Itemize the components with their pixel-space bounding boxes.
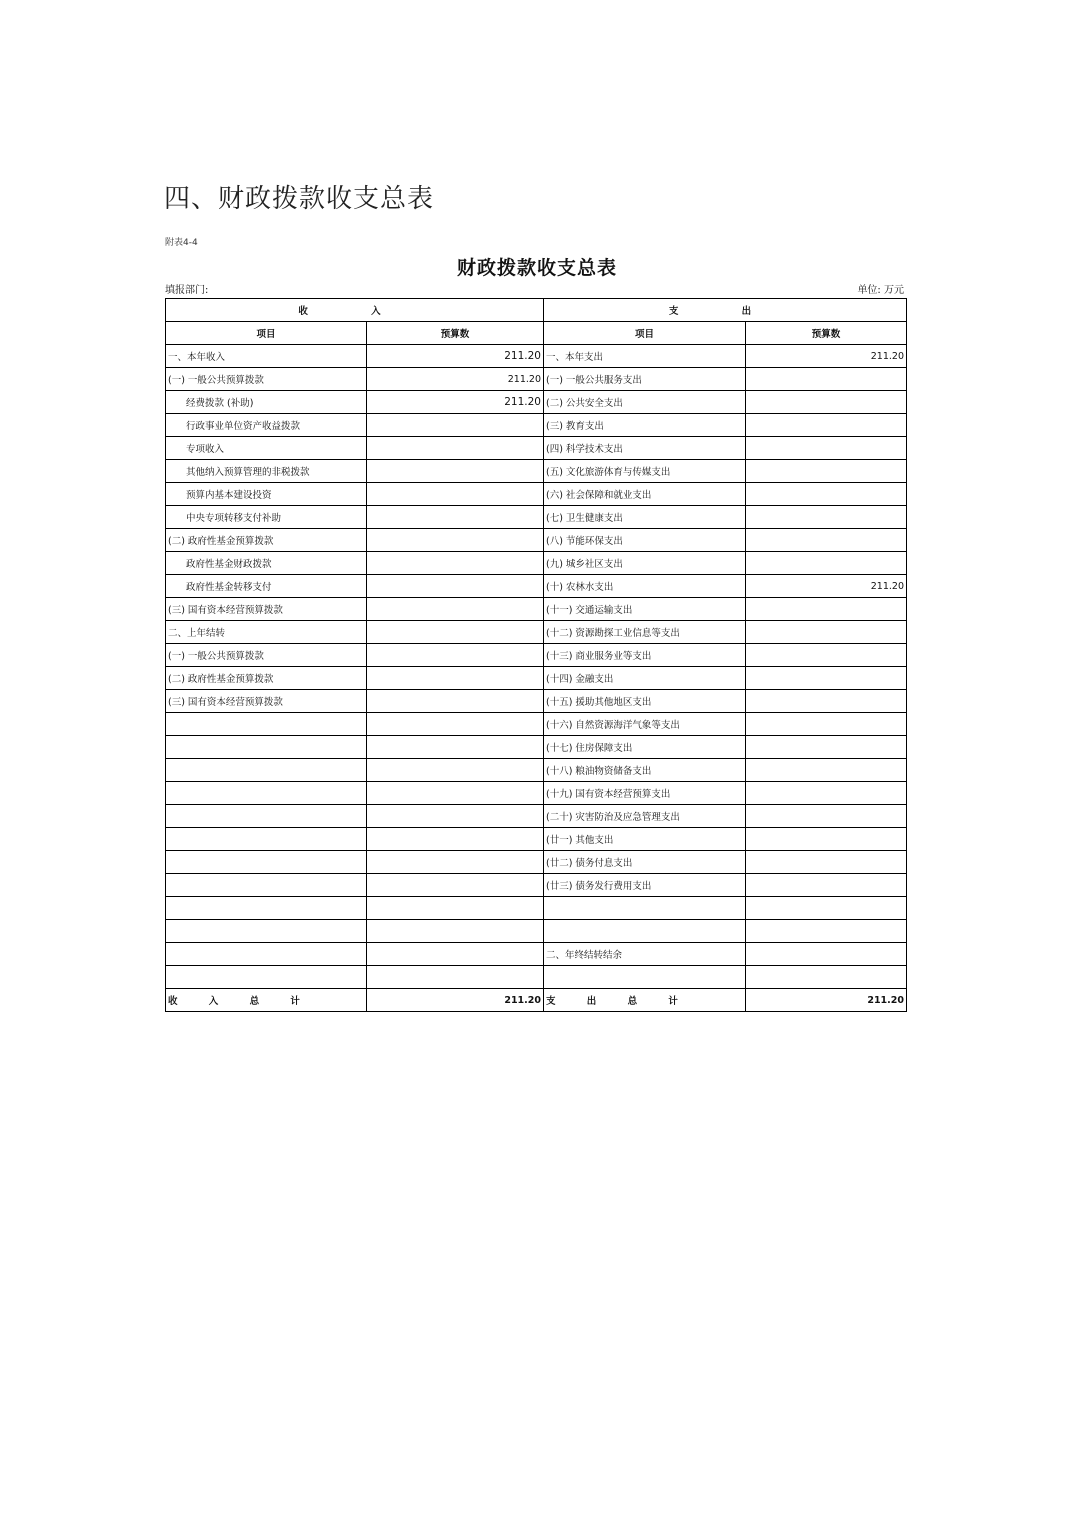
expense-budget-cell — [746, 851, 907, 874]
income-budget-cell — [367, 621, 544, 644]
header-row-group — [166, 299, 907, 322]
expense-budget-cell — [746, 529, 907, 552]
expense-item-cell: (四) 科学技术支出 — [544, 437, 746, 460]
expense-budget-cell — [746, 943, 907, 966]
income-budget-cell — [367, 943, 544, 966]
income-item-cell — [166, 828, 367, 851]
income-budget-cell — [367, 552, 544, 575]
table-row — [166, 759, 907, 782]
income-item-cell: 中央专项转移支付补助 — [166, 506, 367, 529]
income-header: 收 入 — [166, 299, 544, 322]
table-row — [166, 414, 907, 437]
income-item-cell — [166, 920, 367, 943]
income-budget-cell — [367, 529, 544, 552]
table-row — [166, 667, 907, 690]
table-row — [166, 552, 907, 575]
income-item-cell: 二、上年结转 — [166, 621, 367, 644]
expense-item-cell: (十九) 国有资本经营预算支出 — [544, 782, 746, 805]
table-row — [166, 621, 907, 644]
expense-budget-cell — [746, 897, 907, 920]
table-row — [166, 782, 907, 805]
expense-item-cell: (二十) 灾害防治及应急管理支出 — [544, 805, 746, 828]
income-item-cell: (二) 政府性基金预算拨款 — [166, 667, 367, 690]
table-row — [166, 943, 907, 966]
income-item-cell — [166, 782, 367, 805]
expense-item-cell: (十二) 资源勘探工业信息等支出 — [544, 621, 746, 644]
income-budget-cell — [367, 437, 544, 460]
income-budget-cell — [367, 828, 544, 851]
income-item-cell: (三) 国有资本经营预算拨款 — [166, 598, 367, 621]
expense-item-cell — [544, 920, 746, 943]
income-budget-cell — [367, 851, 544, 874]
income-item-cell: 专项收入 — [166, 437, 367, 460]
expense-budget-cell — [746, 483, 907, 506]
income-budget-cell: 211.20 — [367, 345, 544, 368]
totals-row — [166, 989, 907, 1012]
expense-item-header: 项目 — [544, 322, 746, 345]
income-budget-cell — [367, 690, 544, 713]
income-budget-cell — [367, 805, 544, 828]
expense-budget-cell — [746, 805, 907, 828]
expense-item-cell: (六) 社会保障和就业支出 — [544, 483, 746, 506]
income-budget-cell — [367, 414, 544, 437]
expense-item-cell — [544, 966, 746, 989]
table-row — [166, 920, 907, 943]
table-row — [166, 966, 907, 989]
table-row — [166, 575, 907, 598]
expense-item-cell: 二、年终结转结余 — [544, 943, 746, 966]
income-item-cell: (三) 国有资本经营预算拨款 — [166, 690, 367, 713]
expense-item-cell: (二) 公共安全支出 — [544, 391, 746, 414]
expense-item-cell: (七) 卫生健康支出 — [544, 506, 746, 529]
expense-budget-cell — [746, 920, 907, 943]
expense-item-cell: (廿一) 其他支出 — [544, 828, 746, 851]
table-row — [166, 644, 907, 667]
expense-total-value: 211.20 — [746, 989, 907, 1012]
expense-total-label: 支 出 总 计 — [544, 989, 746, 1012]
expense-budget-cell — [746, 460, 907, 483]
income-item-cell — [166, 897, 367, 920]
table-row — [166, 437, 907, 460]
expense-item-cell: (十三) 商业服务业等支出 — [544, 644, 746, 667]
expense-budget-cell — [746, 552, 907, 575]
table-row — [166, 506, 907, 529]
expense-item-cell: (廿二) 债务付息支出 — [544, 851, 746, 874]
expense-item-cell — [544, 897, 746, 920]
expense-item-cell: (十) 农林水支出 — [544, 575, 746, 598]
income-budget-cell: 211.20 — [367, 368, 544, 391]
income-budget-cell: 211.20 — [367, 391, 544, 414]
expense-budget-header: 预算数 — [746, 322, 907, 345]
income-budget-cell — [367, 506, 544, 529]
budget-summary-table — [165, 298, 907, 1012]
income-total-label: 收 入 总 计 — [166, 989, 367, 1012]
income-item-cell — [166, 713, 367, 736]
income-item-cell — [166, 874, 367, 897]
income-item-cell: (二) 政府性基金预算拨款 — [166, 529, 367, 552]
income-item-header: 项目 — [166, 322, 367, 345]
income-budget-cell — [367, 759, 544, 782]
table-row — [166, 874, 907, 897]
income-budget-cell — [367, 782, 544, 805]
income-item-cell — [166, 943, 367, 966]
income-item-cell: 其他纳入预算管理的非税拨款 — [166, 460, 367, 483]
table-row — [166, 897, 907, 920]
income-budget-cell — [367, 897, 544, 920]
expense-budget-cell — [746, 828, 907, 851]
expense-item-cell: (十五) 援助其他地区支出 — [544, 690, 746, 713]
expense-budget-cell — [746, 782, 907, 805]
income-budget-cell — [367, 920, 544, 943]
income-item-cell: 经费拨款 (补助) — [166, 391, 367, 414]
expense-budget-cell — [746, 644, 907, 667]
table-row — [166, 828, 907, 851]
expense-item-cell: 一、本年支出 — [544, 345, 746, 368]
income-budget-cell — [367, 966, 544, 989]
table-row — [166, 391, 907, 414]
expense-item-cell: (十六) 自然资源海洋气象等支出 — [544, 713, 746, 736]
expense-item-cell: (十四) 金融支出 — [544, 667, 746, 690]
expense-item-cell: (十七) 住房保障支出 — [544, 736, 746, 759]
expense-item-cell: (八) 节能环保支出 — [544, 529, 746, 552]
expense-budget-cell — [746, 368, 907, 391]
income-item-cell: 行政事业单位资产收益拨款 — [166, 414, 367, 437]
income-item-cell: 一、本年收入 — [166, 345, 367, 368]
income-budget-cell — [367, 483, 544, 506]
expense-item-cell: (十八) 粮油物资储备支出 — [544, 759, 746, 782]
expense-item-cell: (三) 教育支出 — [544, 414, 746, 437]
expense-budget-cell — [746, 966, 907, 989]
unit-label: 单位: 万元 — [857, 285, 904, 296]
table-number: 附表4-4 — [165, 238, 198, 248]
expense-header: 支 出 — [544, 299, 907, 322]
table-row — [166, 460, 907, 483]
table-row — [166, 690, 907, 713]
expense-budget-cell: 211.20 — [746, 575, 907, 598]
income-budget-cell — [367, 644, 544, 667]
table-row — [166, 529, 907, 552]
table-row — [166, 713, 907, 736]
income-budget-cell — [367, 874, 544, 897]
expense-item-cell: (五) 文化旅游体育与传媒支出 — [544, 460, 746, 483]
income-total-value: 211.20 — [367, 989, 544, 1012]
income-budget-cell — [367, 736, 544, 759]
income-budget-cell — [367, 667, 544, 690]
income-item-cell: 政府性基金财政拨款 — [166, 552, 367, 575]
header-row-columns — [166, 322, 907, 345]
expense-item-cell: (一) 一般公共服务支出 — [544, 368, 746, 391]
income-item-cell: 预算内基本建设投资 — [166, 483, 367, 506]
income-budget-cell — [367, 575, 544, 598]
reporting-department-label: 填报部门: — [165, 285, 209, 296]
income-budget-cell — [367, 713, 544, 736]
expense-budget-cell — [746, 713, 907, 736]
table-row — [166, 736, 907, 759]
table-row — [166, 368, 907, 391]
table-row — [166, 483, 907, 506]
income-item-cell — [166, 805, 367, 828]
table-row — [166, 598, 907, 621]
income-item-cell — [166, 759, 367, 782]
expense-budget-cell — [746, 736, 907, 759]
expense-budget-cell — [746, 506, 907, 529]
expense-budget-cell — [746, 391, 907, 414]
income-budget-cell — [367, 598, 544, 621]
income-budget-header: 预算数 — [367, 322, 544, 345]
income-item-cell — [166, 851, 367, 874]
expense-budget-cell — [746, 621, 907, 644]
income-item-cell: (一) 一般公共预算拨款 — [166, 368, 367, 391]
expense-budget-cell — [746, 874, 907, 897]
expense-budget-cell — [746, 437, 907, 460]
income-item-cell — [166, 966, 367, 989]
expense-budget-cell: 211.20 — [746, 345, 907, 368]
page-heading: 四、财政拨款收支总表 — [164, 184, 435, 214]
expense-item-cell: (廿三) 债务发行费用支出 — [544, 874, 746, 897]
income-budget-cell — [367, 460, 544, 483]
expense-budget-cell — [746, 598, 907, 621]
income-item-cell: 政府性基金转移支付 — [166, 575, 367, 598]
table-row — [166, 345, 907, 368]
table-row — [166, 805, 907, 828]
expense-budget-cell — [746, 667, 907, 690]
expense-budget-cell — [746, 414, 907, 437]
expense-item-cell: (九) 城乡社区支出 — [544, 552, 746, 575]
income-item-cell — [166, 736, 367, 759]
table-row — [166, 851, 907, 874]
expense-budget-cell — [746, 759, 907, 782]
expense-item-cell: (十一) 交通运输支出 — [544, 598, 746, 621]
income-item-cell: (一) 一般公共预算拨款 — [166, 644, 367, 667]
expense-budget-cell — [746, 690, 907, 713]
table-title: 财政拨款收支总表 — [456, 257, 617, 279]
